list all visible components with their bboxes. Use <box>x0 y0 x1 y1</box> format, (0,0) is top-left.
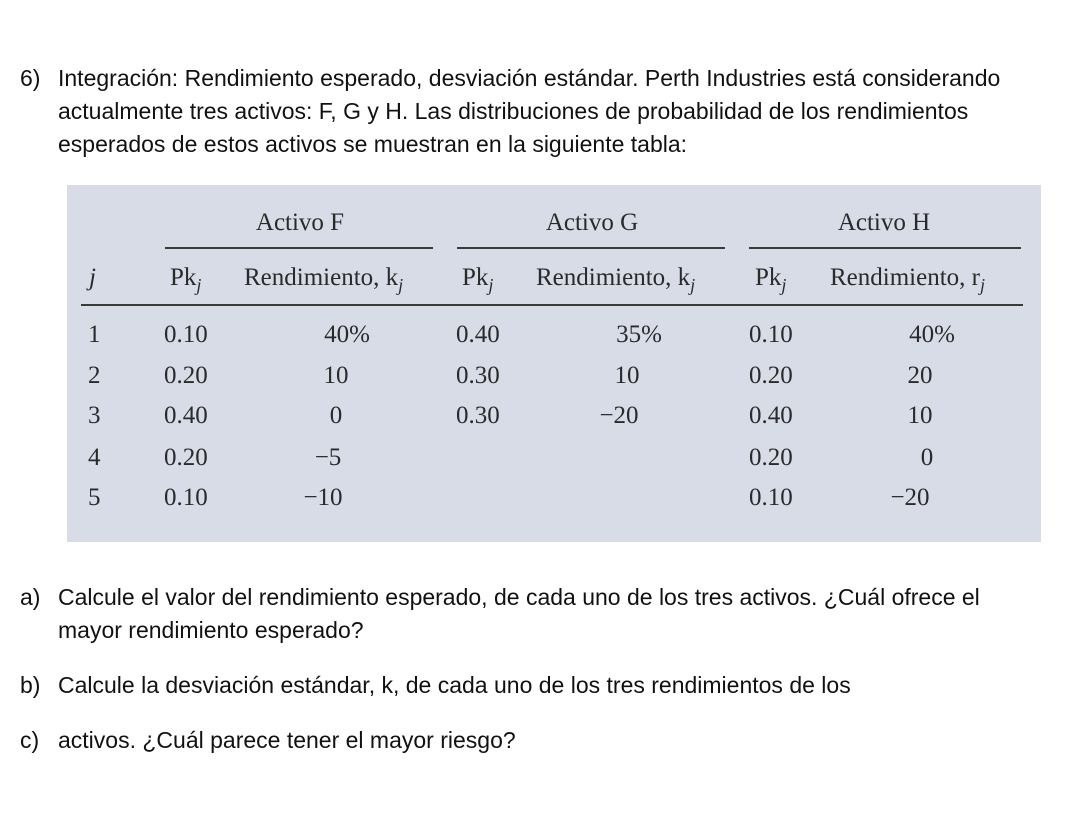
part-c-label: c) <box>20 727 40 753</box>
cell-h-return: 0 <box>920 444 934 471</box>
cell-h-return: −20 <box>890 484 930 511</box>
group-header-activo-g: Activo G <box>545 209 639 236</box>
cell-f-return: 40% <box>324 321 370 348</box>
question-text: Integración: Rendimiento esperado, desviación estándar. Perth Industries está considerando actualmente tres activos: F, G y H. Las distribuciones de probabilidad de los rendimientos esperados de estos activos se muestran en la siguiente tabla: <box>58 65 1001 157</box>
part-b-label: b) <box>20 672 41 698</box>
cell-j: 2 <box>88 362 101 389</box>
cell-h-return: 40% <box>909 321 955 348</box>
cell-f-return: −10 <box>303 484 343 511</box>
cell-j: 4 <box>88 444 101 471</box>
cell-f-return: 10 <box>323 362 349 389</box>
cell-g-return: −20 <box>599 402 639 429</box>
column-header-pk-h: $Pk_j$ <box>755 264 787 295</box>
cell-h-pk: 0.20 <box>749 362 793 389</box>
group-rule-g <box>457 247 725 249</box>
group-header-activo-f: Activo F <box>255 209 345 236</box>
cell-f-pk: 0.20 <box>164 444 208 471</box>
column-header-j: j <box>89 264 96 291</box>
group-header-activo-h: Activo H <box>837 209 931 236</box>
cell-f-pk: 0.20 <box>164 362 208 389</box>
cell-h-return: 10 <box>907 402 933 429</box>
cell-f-pk: 0.10 <box>164 484 208 511</box>
cell-f-pk: 0.10 <box>164 321 208 348</box>
cell-f-pk: 0.40 <box>164 402 208 429</box>
cell-h-pk: 0.10 <box>749 484 793 511</box>
probability-table <box>67 185 1041 542</box>
part-b <box>20 669 1010 702</box>
part-a-text: Calcule el valor del rendimiento esperado, de cada uno de los tres activos. ¿Cuál ofrece el mayor rendimiento esperado? <box>58 584 980 643</box>
column-header-return-f: Rendimiento, $k_j$ <box>244 264 404 295</box>
cell-f-return: 0 <box>329 402 343 429</box>
cell-g-return: 10 <box>614 362 640 389</box>
question-number: 6) <box>20 65 41 91</box>
question-paragraph <box>20 62 1010 161</box>
part-c-text: activos. ¿Cuál parece tener el mayor riesgo? <box>58 727 516 753</box>
cell-h-pk: 0.20 <box>749 444 793 471</box>
column-header-pk-g: $Pk_j$ <box>462 264 494 295</box>
cell-g-pk: 0.30 <box>456 402 500 429</box>
cell-g-pk: 0.40 <box>456 321 500 348</box>
cell-h-pk: 0.10 <box>749 321 793 348</box>
cell-g-pk: 0.30 <box>456 362 500 389</box>
group-rule-h <box>749 247 1021 249</box>
cell-h-return: 20 <box>907 362 933 389</box>
cell-j: 3 <box>88 402 101 429</box>
header-rule <box>81 304 1023 306</box>
part-c <box>20 724 1010 757</box>
cell-j: 5 <box>88 484 101 511</box>
part-a <box>20 581 1010 647</box>
cell-h-pk: 0.40 <box>749 402 793 429</box>
column-header-return-g: Rendimiento, $k_j$ <box>536 264 696 295</box>
group-rule-f <box>165 247 433 249</box>
cell-j: 1 <box>88 321 101 348</box>
column-header-return-h: Rendimiento, $r_j$ <box>830 264 985 295</box>
column-header-pk-f: $Pk_j$ <box>170 264 202 295</box>
cell-f-return: −5 <box>314 444 342 471</box>
cell-g-return: 35% <box>616 321 662 348</box>
part-b-text: Calcule la desviación estándar, k, de cada uno de los tres rendimientos de los <box>58 672 851 698</box>
part-a-label: a) <box>20 584 41 610</box>
